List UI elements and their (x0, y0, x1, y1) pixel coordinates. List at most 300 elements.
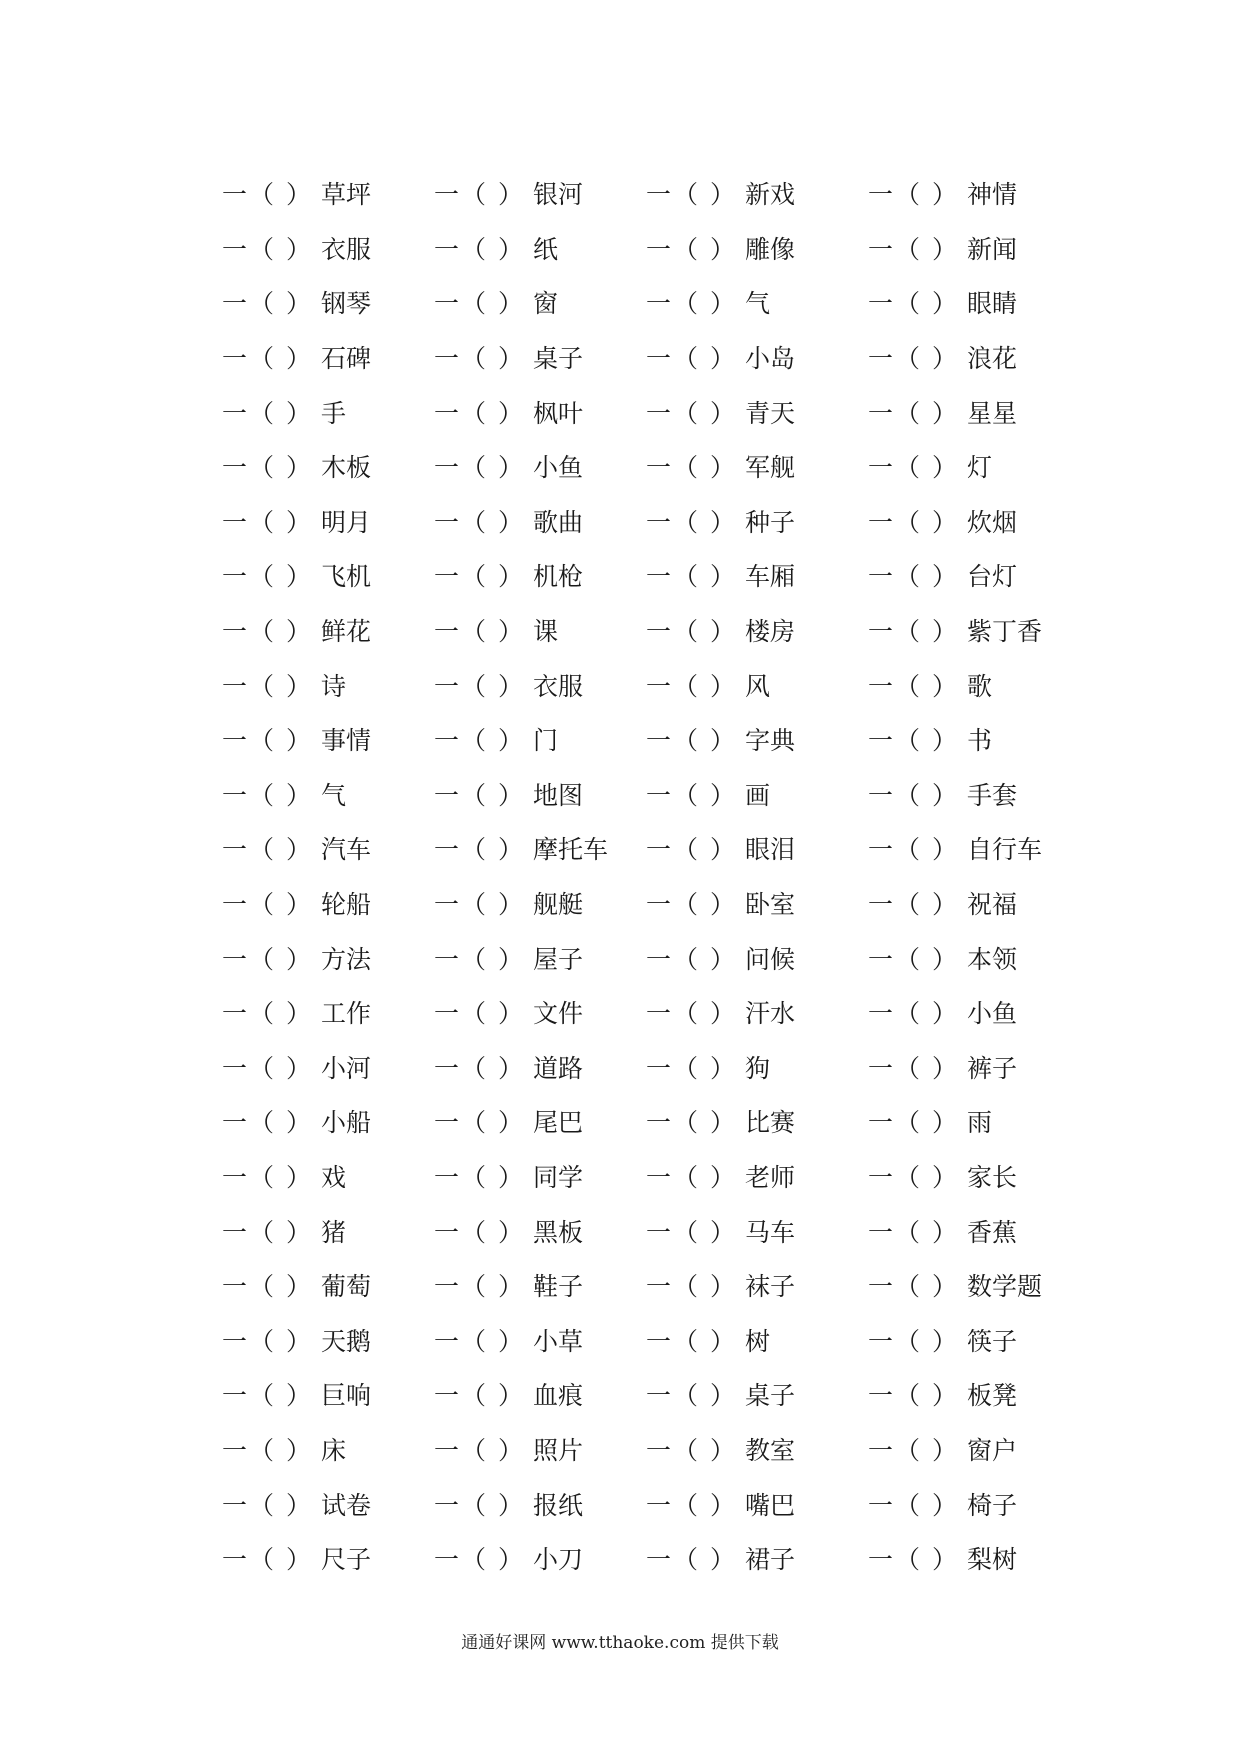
noun-word: 钢琴 (320, 289, 371, 319)
blank-prefix: 一（ ） (868, 234, 959, 264)
noun-word: 歌曲 (532, 507, 583, 537)
noun-word: 画 (744, 780, 770, 810)
noun-word: 门 (532, 726, 558, 756)
noun-word: 眼泪 (744, 835, 795, 865)
noun-word: 诗 (320, 671, 346, 701)
noun-word: 汗水 (744, 999, 795, 1029)
fill-blank-item (646, 1545, 868, 1575)
noun-word: 卧室 (744, 890, 795, 920)
noun-word: 家长 (966, 1162, 1017, 1192)
worksheet-rows (222, 168, 1082, 1587)
blank-prefix: 一（ ） (434, 289, 525, 319)
blank-prefix: 一（ ） (222, 617, 313, 647)
fill-blank-item (222, 1163, 434, 1193)
fill-blank-item (434, 1327, 646, 1357)
noun-word: 银河 (532, 180, 583, 210)
fill-blank-item (434, 672, 646, 702)
fill-blank-item (434, 399, 646, 429)
fill-blank-item (434, 835, 646, 865)
noun-word: 风 (744, 671, 770, 701)
fill-blank-item (868, 835, 1082, 865)
blank-prefix: 一（ ） (222, 398, 313, 428)
fill-blank-item (868, 1327, 1082, 1357)
noun-word: 手 (320, 398, 346, 428)
blank-prefix: 一（ ） (868, 507, 959, 537)
noun-word: 石碑 (320, 344, 371, 374)
blank-prefix: 一（ ） (222, 1490, 313, 1520)
noun-word: 歌 (966, 671, 992, 701)
fill-blank-item (868, 1218, 1082, 1248)
blank-prefix: 一（ ） (222, 835, 313, 865)
fill-blank-item (868, 399, 1082, 429)
blank-prefix: 一（ ） (222, 1053, 313, 1083)
fill-blank-item (222, 726, 434, 756)
worksheet-row (222, 878, 1082, 933)
worksheet-row (222, 714, 1082, 769)
noun-word: 小岛 (744, 344, 795, 374)
blank-prefix: 一（ ） (868, 453, 959, 483)
blank-prefix: 一（ ） (434, 1490, 525, 1520)
noun-word: 炊烟 (966, 507, 1017, 537)
fill-blank-item (646, 1272, 868, 1302)
blank-prefix: 一（ ） (646, 453, 737, 483)
measure-word-worksheet (222, 168, 1082, 1587)
worksheet-row (222, 823, 1082, 878)
noun-word: 舰艇 (532, 890, 583, 920)
fill-blank-item (646, 890, 868, 920)
blank-prefix: 一（ ） (646, 617, 737, 647)
blank-prefix: 一（ ） (222, 453, 313, 483)
blank-prefix: 一（ ） (222, 890, 313, 920)
blank-prefix: 一（ ） (646, 562, 737, 592)
noun-word: 尾巴 (532, 1108, 583, 1138)
fill-blank-item (222, 1545, 434, 1575)
noun-word: 巨响 (320, 1381, 371, 1411)
noun-word: 道路 (532, 1053, 583, 1083)
blank-prefix: 一（ ） (222, 944, 313, 974)
blank-prefix: 一（ ） (222, 1326, 313, 1356)
blank-prefix: 一（ ） (868, 1326, 959, 1356)
blank-prefix: 一（ ） (434, 234, 525, 264)
fill-blank-item (222, 344, 434, 374)
fill-blank-item (222, 1327, 434, 1357)
fill-blank-item (434, 562, 646, 592)
fill-blank-item (646, 289, 868, 319)
noun-word: 问候 (744, 944, 795, 974)
noun-word: 报纸 (532, 1490, 583, 1520)
blank-prefix: 一（ ） (434, 562, 525, 592)
fill-blank-item (868, 781, 1082, 811)
noun-word: 桌子 (532, 344, 583, 374)
blank-prefix: 一（ ） (434, 780, 525, 810)
fill-blank-item (222, 1436, 434, 1466)
noun-word: 木板 (320, 453, 371, 483)
noun-word: 字典 (744, 726, 795, 756)
noun-word: 照片 (532, 1435, 583, 1465)
blank-prefix: 一（ ） (646, 1272, 737, 1302)
worksheet-row (222, 1533, 1082, 1588)
blank-prefix: 一（ ） (646, 289, 737, 319)
noun-word: 戏 (320, 1162, 346, 1192)
noun-word: 裙子 (744, 1545, 795, 1575)
blank-prefix: 一（ ） (434, 944, 525, 974)
blank-prefix: 一（ ） (646, 671, 737, 701)
blank-prefix: 一（ ） (868, 1490, 959, 1520)
fill-blank-item (868, 999, 1082, 1029)
fill-blank-item (434, 180, 646, 210)
worksheet-row (222, 223, 1082, 278)
blank-prefix: 一（ ） (434, 180, 525, 210)
fill-blank-item (222, 508, 434, 538)
noun-word: 衣服 (320, 234, 371, 264)
blank-prefix: 一（ ） (868, 1545, 959, 1575)
noun-word: 小刀 (532, 1545, 583, 1575)
blank-prefix: 一（ ） (434, 1217, 525, 1247)
noun-word: 数学题 (966, 1272, 1042, 1302)
fill-blank-item (646, 1163, 868, 1193)
blank-prefix: 一（ ） (434, 398, 525, 428)
noun-word: 椅子 (966, 1490, 1017, 1520)
noun-word: 气 (744, 289, 770, 319)
blank-prefix: 一（ ） (434, 835, 525, 865)
fill-blank-item (646, 1491, 868, 1521)
noun-word: 马车 (744, 1217, 795, 1247)
worksheet-row (222, 168, 1082, 223)
worksheet-row (222, 932, 1082, 987)
blank-prefix: 一（ ） (222, 507, 313, 537)
fill-blank-item (222, 180, 434, 210)
noun-word: 桌子 (744, 1381, 795, 1411)
blank-prefix: 一（ ） (868, 944, 959, 974)
blank-prefix: 一（ ） (434, 507, 525, 537)
fill-blank-item (868, 1381, 1082, 1411)
noun-word: 屋子 (532, 944, 583, 974)
fill-blank-item (868, 1545, 1082, 1575)
noun-word: 种子 (744, 507, 795, 537)
fill-blank-item (646, 1108, 868, 1138)
fill-blank-item (868, 617, 1082, 647)
worksheet-row (222, 277, 1082, 332)
blank-prefix: 一（ ） (646, 180, 737, 210)
fill-blank-item (434, 781, 646, 811)
fill-blank-item (222, 453, 434, 483)
noun-word: 新戏 (744, 180, 795, 210)
noun-word: 浪花 (966, 344, 1017, 374)
blank-prefix: 一（ ） (868, 1053, 959, 1083)
blank-prefix: 一（ ） (222, 180, 313, 210)
worksheet-row (222, 1424, 1082, 1479)
blank-prefix: 一（ ） (868, 1272, 959, 1302)
blank-prefix: 一（ ） (646, 344, 737, 374)
fill-blank-item (646, 617, 868, 647)
blank-prefix: 一（ ） (646, 398, 737, 428)
blank-prefix: 一（ ） (646, 999, 737, 1029)
blank-prefix: 一（ ） (222, 1381, 313, 1411)
fill-blank-item (222, 999, 434, 1029)
blank-prefix: 一（ ） (868, 344, 959, 374)
blank-prefix: 一（ ） (222, 1272, 313, 1302)
noun-word: 小鱼 (532, 453, 583, 483)
blank-prefix: 一（ ） (222, 671, 313, 701)
fill-blank-item (868, 672, 1082, 702)
fill-blank-item (434, 453, 646, 483)
fill-blank-item (868, 508, 1082, 538)
fill-blank-item (868, 945, 1082, 975)
worksheet-row (222, 605, 1082, 660)
noun-word: 床 (320, 1435, 346, 1465)
fill-blank-item (434, 945, 646, 975)
noun-word: 工作 (320, 999, 371, 1029)
noun-word: 天鹅 (320, 1326, 371, 1356)
fill-blank-item (646, 1054, 868, 1084)
noun-word: 台灯 (966, 562, 1017, 592)
fill-blank-item (434, 1491, 646, 1521)
fill-blank-item (434, 617, 646, 647)
noun-word: 血痕 (532, 1381, 583, 1411)
noun-word: 同学 (532, 1162, 583, 1192)
blank-prefix: 一（ ） (868, 1435, 959, 1465)
fill-blank-item (434, 1272, 646, 1302)
fill-blank-item (434, 999, 646, 1029)
fill-blank-item (222, 562, 434, 592)
blank-prefix: 一（ ） (434, 999, 525, 1029)
fill-blank-item (434, 1545, 646, 1575)
noun-word: 小河 (320, 1053, 371, 1083)
blank-prefix: 一（ ） (222, 780, 313, 810)
blank-prefix: 一（ ） (868, 835, 959, 865)
noun-word: 明月 (320, 507, 371, 537)
blank-prefix: 一（ ） (868, 726, 959, 756)
blank-prefix: 一（ ） (222, 289, 313, 319)
blank-prefix: 一（ ） (868, 671, 959, 701)
blank-prefix: 一（ ） (646, 1162, 737, 1192)
fill-blank-item (868, 1436, 1082, 1466)
fill-blank-item (434, 1381, 646, 1411)
blank-prefix: 一（ ） (646, 944, 737, 974)
fill-blank-item (222, 890, 434, 920)
fill-blank-item (646, 726, 868, 756)
noun-word: 车厢 (744, 562, 795, 592)
noun-word: 祝福 (966, 890, 1017, 920)
worksheet-row (222, 1478, 1082, 1533)
noun-word: 猪 (320, 1217, 346, 1247)
blank-prefix: 一（ ） (646, 1490, 737, 1520)
blank-prefix: 一（ ） (868, 780, 959, 810)
blank-prefix: 一（ ） (868, 180, 959, 210)
fill-blank-item (222, 1491, 434, 1521)
fill-blank-item (868, 344, 1082, 374)
blank-prefix: 一（ ） (646, 1545, 737, 1575)
fill-blank-item (222, 1054, 434, 1084)
noun-word: 本领 (966, 944, 1017, 974)
worksheet-row (222, 441, 1082, 496)
fill-blank-item (434, 344, 646, 374)
fill-blank-item (868, 180, 1082, 210)
worksheet-row (222, 496, 1082, 551)
fill-blank-item (222, 617, 434, 647)
blank-prefix: 一（ ） (868, 289, 959, 319)
blank-prefix: 一（ ） (434, 890, 525, 920)
blank-prefix: 一（ ） (868, 890, 959, 920)
blank-prefix: 一（ ） (646, 507, 737, 537)
blank-prefix: 一（ ） (222, 1162, 313, 1192)
fill-blank-item (222, 1272, 434, 1302)
noun-word: 窗 (532, 289, 558, 319)
fill-blank-item (434, 235, 646, 265)
noun-word: 袜子 (744, 1272, 795, 1302)
blank-prefix: 一（ ） (434, 1326, 525, 1356)
noun-word: 地图 (532, 780, 583, 810)
noun-word: 星星 (966, 398, 1017, 428)
noun-word: 小船 (320, 1108, 371, 1138)
fill-blank-item (434, 289, 646, 319)
fill-blank-item (222, 672, 434, 702)
fill-blank-item (222, 781, 434, 811)
blank-prefix: 一（ ） (434, 671, 525, 701)
fill-blank-item (434, 1163, 646, 1193)
fill-blank-item (222, 1108, 434, 1138)
fill-blank-item (868, 1054, 1082, 1084)
blank-prefix: 一（ ） (222, 1435, 313, 1465)
footer-credit: 通通好课网 www.tthaoke.com 提供下载 (461, 1633, 779, 1653)
fill-blank-item (646, 508, 868, 538)
blank-prefix: 一（ ） (868, 1217, 959, 1247)
blank-prefix: 一（ ） (646, 234, 737, 264)
noun-word: 筷子 (966, 1326, 1017, 1356)
noun-word: 摩托车 (532, 835, 608, 865)
blank-prefix: 一（ ） (868, 1162, 959, 1192)
worksheet-row (222, 332, 1082, 387)
fill-blank-item (646, 1381, 868, 1411)
blank-prefix: 一（ ） (434, 1162, 525, 1192)
noun-word: 小鱼 (966, 999, 1017, 1029)
worksheet-row (222, 659, 1082, 714)
worksheet-row (222, 1042, 1082, 1097)
fill-blank-item (868, 1163, 1082, 1193)
fill-blank-item (646, 344, 868, 374)
worksheet-row (222, 1260, 1082, 1315)
blank-prefix: 一（ ） (222, 726, 313, 756)
noun-word: 板凳 (966, 1381, 1017, 1411)
blank-prefix: 一（ ） (222, 1217, 313, 1247)
noun-word: 紫丁香 (966, 617, 1042, 647)
blank-prefix: 一（ ） (646, 1217, 737, 1247)
fill-blank-item (646, 1436, 868, 1466)
worksheet-row (222, 1369, 1082, 1424)
blank-prefix: 一（ ） (434, 1435, 525, 1465)
fill-blank-item (222, 289, 434, 319)
blank-prefix: 一（ ） (222, 344, 313, 374)
fill-blank-item (646, 399, 868, 429)
noun-word: 裤子 (966, 1053, 1017, 1083)
noun-word: 自行车 (966, 835, 1042, 865)
noun-word: 方法 (320, 944, 371, 974)
blank-prefix: 一（ ） (868, 1108, 959, 1138)
blank-prefix: 一（ ） (868, 398, 959, 428)
fill-blank-item (646, 1218, 868, 1248)
fill-blank-item (646, 672, 868, 702)
noun-word: 纸 (532, 234, 558, 264)
fill-blank-item (646, 235, 868, 265)
noun-word: 文件 (532, 999, 583, 1029)
noun-word: 雕像 (744, 234, 795, 264)
worksheet-row (222, 987, 1082, 1042)
fill-blank-item (646, 453, 868, 483)
blank-prefix: 一（ ） (222, 1545, 313, 1575)
worksheet-row (222, 1096, 1082, 1151)
fill-blank-item (434, 890, 646, 920)
fill-blank-item (222, 945, 434, 975)
fill-blank-item (434, 1108, 646, 1138)
fill-blank-item (222, 235, 434, 265)
blank-prefix: 一（ ） (434, 1108, 525, 1138)
blank-prefix: 一（ ） (434, 1381, 525, 1411)
fill-blank-item (434, 1218, 646, 1248)
noun-word: 轮船 (320, 890, 371, 920)
fill-blank-item (868, 289, 1082, 319)
noun-word: 葡萄 (320, 1272, 371, 1302)
fill-blank-item (222, 399, 434, 429)
blank-prefix: 一（ ） (646, 1435, 737, 1465)
noun-word: 小草 (532, 1326, 583, 1356)
blank-prefix: 一（ ） (868, 617, 959, 647)
blank-prefix: 一（ ） (868, 1381, 959, 1411)
fill-blank-item (646, 1327, 868, 1357)
noun-word: 老师 (744, 1162, 795, 1192)
fill-blank-item (222, 1381, 434, 1411)
fill-blank-item (646, 562, 868, 592)
worksheet-row (222, 386, 1082, 441)
noun-word: 香蕉 (966, 1217, 1017, 1247)
noun-word: 书 (966, 726, 992, 756)
blank-prefix: 一（ ） (434, 1545, 525, 1575)
worksheet-row (222, 1151, 1082, 1206)
noun-word: 枫叶 (532, 398, 583, 428)
noun-word: 梨树 (966, 1545, 1017, 1575)
noun-word: 黑板 (532, 1217, 583, 1247)
noun-word: 嘴巴 (744, 1490, 795, 1520)
fill-blank-item (646, 835, 868, 865)
blank-prefix: 一（ ） (434, 453, 525, 483)
noun-word: 飞机 (320, 562, 371, 592)
noun-word: 草坪 (320, 180, 371, 210)
fill-blank-item (646, 999, 868, 1029)
blank-prefix: 一（ ） (646, 835, 737, 865)
fill-blank-item (434, 1054, 646, 1084)
fill-blank-item (434, 1436, 646, 1466)
blank-prefix: 一（ ） (868, 999, 959, 1029)
blank-prefix: 一（ ） (646, 890, 737, 920)
noun-word: 机枪 (532, 562, 583, 592)
noun-word: 神情 (966, 180, 1017, 210)
worksheet-row (222, 550, 1082, 605)
fill-blank-item (868, 726, 1082, 756)
fill-blank-item (868, 453, 1082, 483)
noun-word: 衣服 (532, 671, 583, 701)
noun-word: 教室 (744, 1435, 795, 1465)
blank-prefix: 一（ ） (434, 617, 525, 647)
fill-blank-item (646, 180, 868, 210)
noun-word: 青天 (744, 398, 795, 428)
noun-word: 眼睛 (966, 289, 1017, 319)
blank-prefix: 一（ ） (222, 234, 313, 264)
fill-blank-item (222, 1218, 434, 1248)
noun-word: 尺子 (320, 1545, 371, 1575)
noun-word: 手套 (966, 780, 1017, 810)
noun-word: 楼房 (744, 617, 795, 647)
blank-prefix: 一（ ） (646, 1053, 737, 1083)
noun-word: 鲜花 (320, 617, 371, 647)
